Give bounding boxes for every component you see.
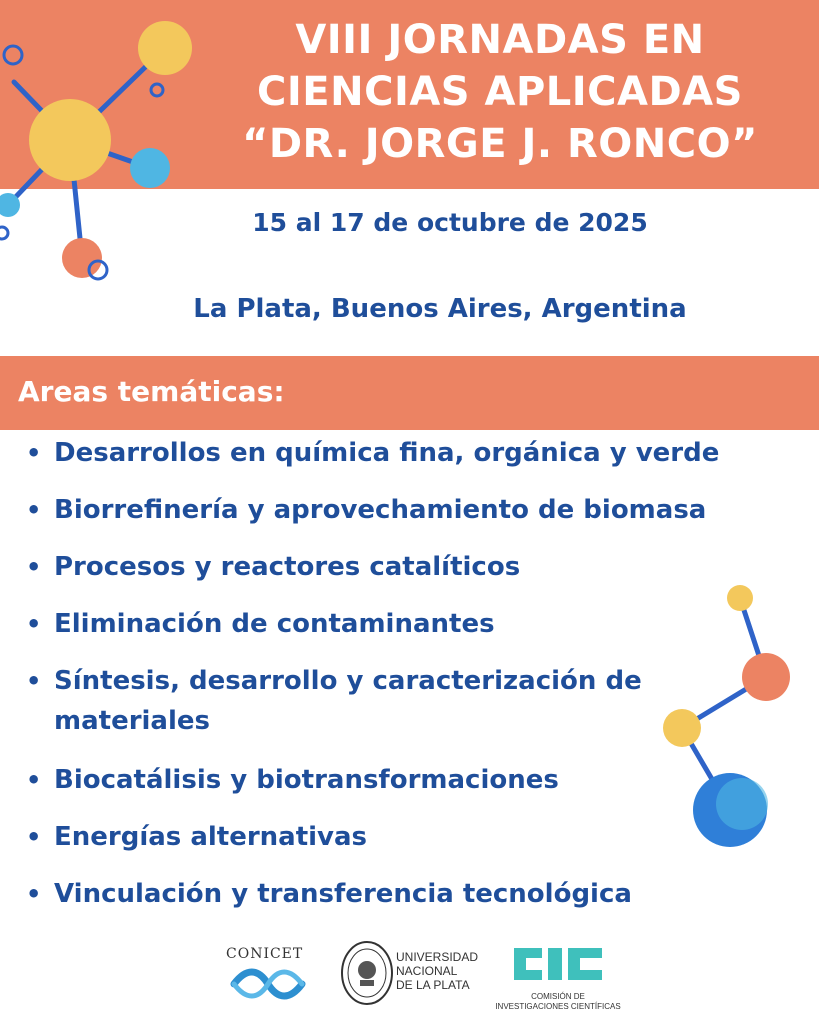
event-title [220, 14, 780, 170]
cic-caption-line: INVESTIGACIONES CIENTÍFICAS [495, 1002, 621, 1011]
bullet: • [26, 610, 42, 638]
molecule-atom [138, 21, 192, 75]
molecule-atom [62, 238, 102, 278]
event-location: La Plata, Buenos Aires, Argentina [193, 294, 687, 324]
bullet: • [26, 496, 42, 524]
conicet-logo-icon [228, 966, 308, 1002]
bullet: • [26, 766, 42, 794]
title-line: “DR. JORGE J. RONCO” [242, 121, 758, 167]
list-item [26, 490, 806, 530]
bullet: • [26, 553, 42, 581]
topic-label: Síntesis, desarrollo y caracterización de materiales [54, 666, 642, 736]
sponsor-logos [0, 930, 819, 1024]
list-item [26, 547, 806, 587]
topic-label: Energías alternativas [54, 822, 368, 852]
title-line: VIII JORNADAS EN [295, 17, 705, 63]
topic-label: Procesos y reactores catalíticos [54, 552, 521, 582]
list-item [26, 661, 806, 741]
cic-logo [510, 942, 606, 986]
unlp-line: DE LA PLATA [396, 978, 470, 992]
event-date: 15 al 17 de octubre de 2025 [252, 208, 648, 237]
list-item [26, 760, 806, 800]
cic-caption-line: COMISIÓN DE [531, 992, 585, 1001]
molecule-illustration-top [0, 0, 215, 290]
unlp-logo-text [396, 950, 478, 992]
bullet: • [26, 880, 42, 908]
unlp-line: NACIONAL [396, 964, 458, 978]
topic-label: Biocatálisis y biotransformaciones [54, 765, 559, 795]
topic-label: Eliminación de contaminantes [54, 609, 495, 639]
list-item [26, 874, 806, 914]
topic-label: Biorrefinería y aprovechamiento de biomasa [54, 495, 707, 525]
molecule-atom [29, 99, 111, 181]
list-item [26, 604, 806, 644]
bullet: • [26, 439, 42, 467]
unlp-line: UNIVERSIDAD [396, 950, 479, 964]
unlp-seal-icon [340, 940, 394, 1006]
bullet: • [26, 667, 42, 695]
cic-caption [488, 992, 628, 1012]
title-line: CIENCIAS APLICADAS [257, 69, 743, 115]
list-item [26, 433, 806, 473]
areas-heading: Areas temáticas: [18, 375, 285, 408]
molecule-atom [130, 148, 170, 188]
list-item [26, 817, 806, 857]
bullet: • [26, 823, 42, 851]
topic-label: Desarrollos en química fina, orgánica y verde [54, 438, 720, 468]
topic-label: Vinculación y transferencia tecnológica [54, 879, 632, 909]
conicet-logo-text: CONICET [226, 946, 304, 962]
